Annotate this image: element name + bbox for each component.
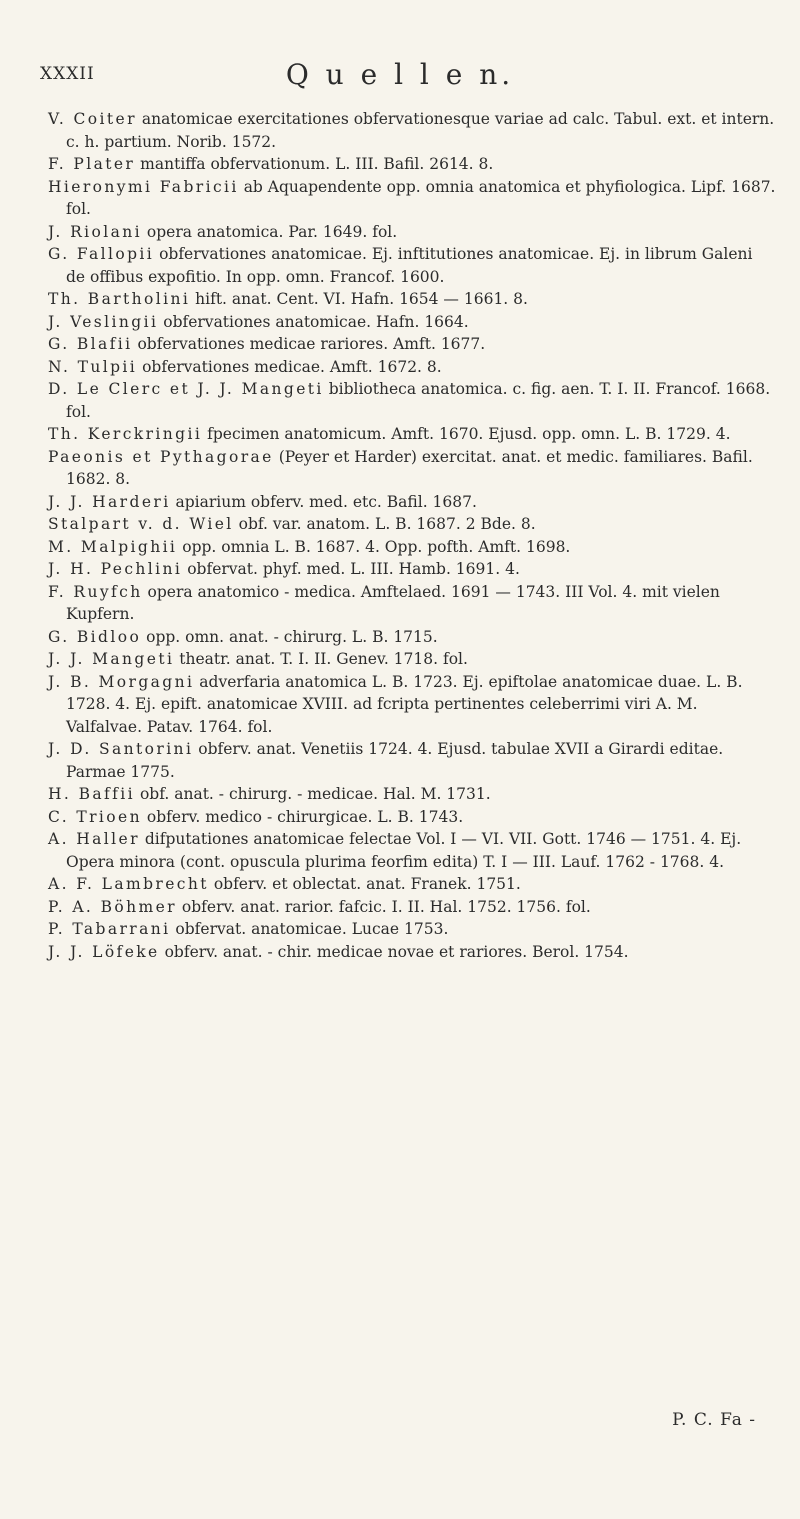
entry-author: F. Plater xyxy=(48,155,136,173)
page-number: XXXII xyxy=(40,64,95,84)
entry-author: J. D. Santorini xyxy=(48,740,194,758)
entry-author: A. Haller xyxy=(48,830,140,848)
entry-author: Stalpart v. d. Wiel xyxy=(48,515,234,533)
entry-author: J. B. Morgagni xyxy=(48,672,195,691)
entry-text: anatomicae exercitationes obfervationesque variae ad calc. Tabul. ext. et intern. c. h. partium. Norib. 1572. xyxy=(66,110,775,151)
entry-text: theatr. anat. T. I. II. Genev. 1718. fol. xyxy=(179,650,468,668)
bibliography-entry xyxy=(48,356,776,379)
entry-text: obf. anat. - chirurg. - medicae. Hal. M. 1731. xyxy=(139,785,491,803)
entry-author: J. Riolani xyxy=(48,222,142,241)
entry-author: F. Ruyfch xyxy=(48,582,143,601)
bibliography-entry xyxy=(48,581,776,626)
bibliography-entry xyxy=(48,153,776,176)
bibliography-entry xyxy=(48,108,776,153)
bibliography-entry xyxy=(48,738,776,783)
entry-author: J. J. Mangeti xyxy=(48,650,175,668)
entry-text: obferv. anat. Venetiis 1724. 4. Ejusd. tabulae XVII a Girardi editae. Parmae 1775. xyxy=(66,740,724,781)
entry-author: G. Bidloo xyxy=(48,627,142,646)
entry-author: P. Tabarrani xyxy=(48,920,171,938)
bibliography-entry xyxy=(48,626,776,649)
entry-text: obferv. medico - chirurgicae. L. B. 1743. xyxy=(146,807,464,826)
bibliography-entry xyxy=(48,491,776,514)
bibliography-entry xyxy=(48,918,776,941)
entry-text: obferv. et oblectat. anat. Franek. 1751. xyxy=(213,875,521,893)
entry-text: opp. omnia L. B. 1687. 4. Opp. pofth. Amft. 1698. xyxy=(182,537,571,556)
bibliography-entry xyxy=(48,536,776,559)
bibliography-entry xyxy=(48,221,776,244)
bibliography-entry xyxy=(48,423,776,446)
bibliography-entry xyxy=(48,941,776,964)
entry-author: J. Veslingii xyxy=(48,312,159,331)
entry-text: ab Aquapendente opp. omnia anatomica et phyfiologica. Lipf. 1687. fol. xyxy=(66,177,776,218)
entry-text: adverfaria anatomica L. B. 1723. Ej. epiftolae anatomicae duae. L. B. 1728. 4. Ej. epift. anatomicae XVIII. ad fcripta pertinentes celeberrimi viri A. M. Valfalvae. Patav. 1764. fol. xyxy=(66,672,743,736)
entry-text: obfervat. phyf. med. L. III. Hamb. 1691. 4. xyxy=(187,560,520,578)
bibliography-entry xyxy=(48,513,776,536)
entry-text: obfervationes anatomicae. Ej. inftitutiones anatomicae. Ej. in librum Galeni de offibus expofitio. In opp. omn. Francof. 1600. xyxy=(66,245,753,286)
entry-author: Hieronymi Fabricii xyxy=(48,177,239,196)
bibliography-entry xyxy=(48,806,776,829)
entry-author: M. Malpighii xyxy=(48,537,178,556)
catchword: P. C. Fa - xyxy=(672,1410,756,1430)
entry-author: C. Trioen xyxy=(48,807,142,826)
bibliography-entry xyxy=(48,896,776,919)
entry-text: (Peyer et Harder) exercitat. anat. et medic. familiares. Bafil. 1682. 8. xyxy=(66,447,753,488)
entry-text: obferv. anat. rarior. fafcic. I. II. Hal. 1752. 1756. fol. xyxy=(181,897,591,916)
bibliography-entry xyxy=(48,648,776,671)
entry-text: obf. var. anatom. L. B. 1687. 2 Bde. 8. xyxy=(238,515,536,533)
entry-author: G. Fallopii xyxy=(48,245,155,263)
entry-text: obferv. anat. - chir. medicae novae et rariores. Berol. 1754. xyxy=(164,942,629,961)
bibliography-entry xyxy=(48,873,776,896)
bibliography-entry xyxy=(48,288,776,311)
entry-text: apiarium obferv. med. etc. Bafil. 1687. xyxy=(175,492,477,511)
entry-author: Paeonis et Pythagorae xyxy=(48,447,274,466)
bibliography-entry xyxy=(48,311,776,334)
entry-author: J. J. Harderi xyxy=(48,492,171,511)
entry-text: mantiffa obfervationum. L. III. Bafil. 2614. 8. xyxy=(140,155,494,173)
entry-text: bibliotheca anatomica. c. fig. aen. T. I. II. Francof. 1668. fol. xyxy=(66,380,771,421)
entry-author: J. J. Löfeke xyxy=(48,942,160,961)
bibliography-entry xyxy=(48,176,776,221)
entry-text: difputationes anatomicae felectae Vol. I — VI. VII. Gott. 1746 — 1751. 4. Ej. Opera minora (cont. opuscula plurima feorfim edita) T. I — III. Lauf. 1762 - 1768. 4. xyxy=(66,830,742,871)
bibliography-entry xyxy=(48,783,776,806)
entry-text: opp. omn. anat. - chirurg. L. B. 1715. xyxy=(146,627,438,646)
bibliography-entry xyxy=(48,243,776,288)
running-head: Q u e l l e n. xyxy=(285,58,515,91)
entry-text: opera anatomica. Par. 1649. fol. xyxy=(146,222,398,241)
entry-author: V. Coiter xyxy=(48,110,137,128)
entry-author: P. A. Böhmer xyxy=(48,897,177,916)
bibliography-list xyxy=(48,108,776,963)
bibliography-entry xyxy=(48,446,776,491)
bibliography-entry xyxy=(48,378,776,423)
entry-author: H. Baffii xyxy=(48,785,135,803)
entry-text: obfervat. anatomicae. Lucae 1753. xyxy=(175,920,449,938)
entry-author: J. H. Pechlini xyxy=(48,560,183,578)
entry-text: opera anatomico - medica. Amftelaed. 1691 — 1743. III Vol. 4. mit vielen Kupfern. xyxy=(66,582,720,623)
entry-text: obfervationes anatomicae. Hafn. 1664. xyxy=(163,312,469,331)
entry-text: obfervationes medicae rariores. Amft. 1677. xyxy=(137,335,486,353)
entry-author: G. Blafii xyxy=(48,335,133,353)
entry-author: A. F. Lambrecht xyxy=(48,875,209,893)
entry-text: fpecimen anatomicum. Amft. 1670. Ejusd. opp. omn. L. B. 1729. 4. xyxy=(207,425,731,443)
bibliography-entry xyxy=(48,671,776,739)
bibliography-entry xyxy=(48,828,776,873)
page-header xyxy=(40,58,760,98)
entry-text: obfervationes medicae. Amft. 1672. 8. xyxy=(142,357,442,376)
bibliography-entry xyxy=(48,333,776,356)
entry-author: Th. Kerckringii xyxy=(48,425,203,443)
entry-author: D. Le Clerc et J. J. Mangeti xyxy=(48,380,324,398)
entry-text: hift. anat. Cent. VI. Hafn. 1654 — 1661. 8. xyxy=(195,290,528,308)
entry-author: N. Tulpii xyxy=(48,357,138,376)
entry-author: Th. Bartholini xyxy=(48,290,191,308)
bibliography-entry xyxy=(48,558,776,581)
